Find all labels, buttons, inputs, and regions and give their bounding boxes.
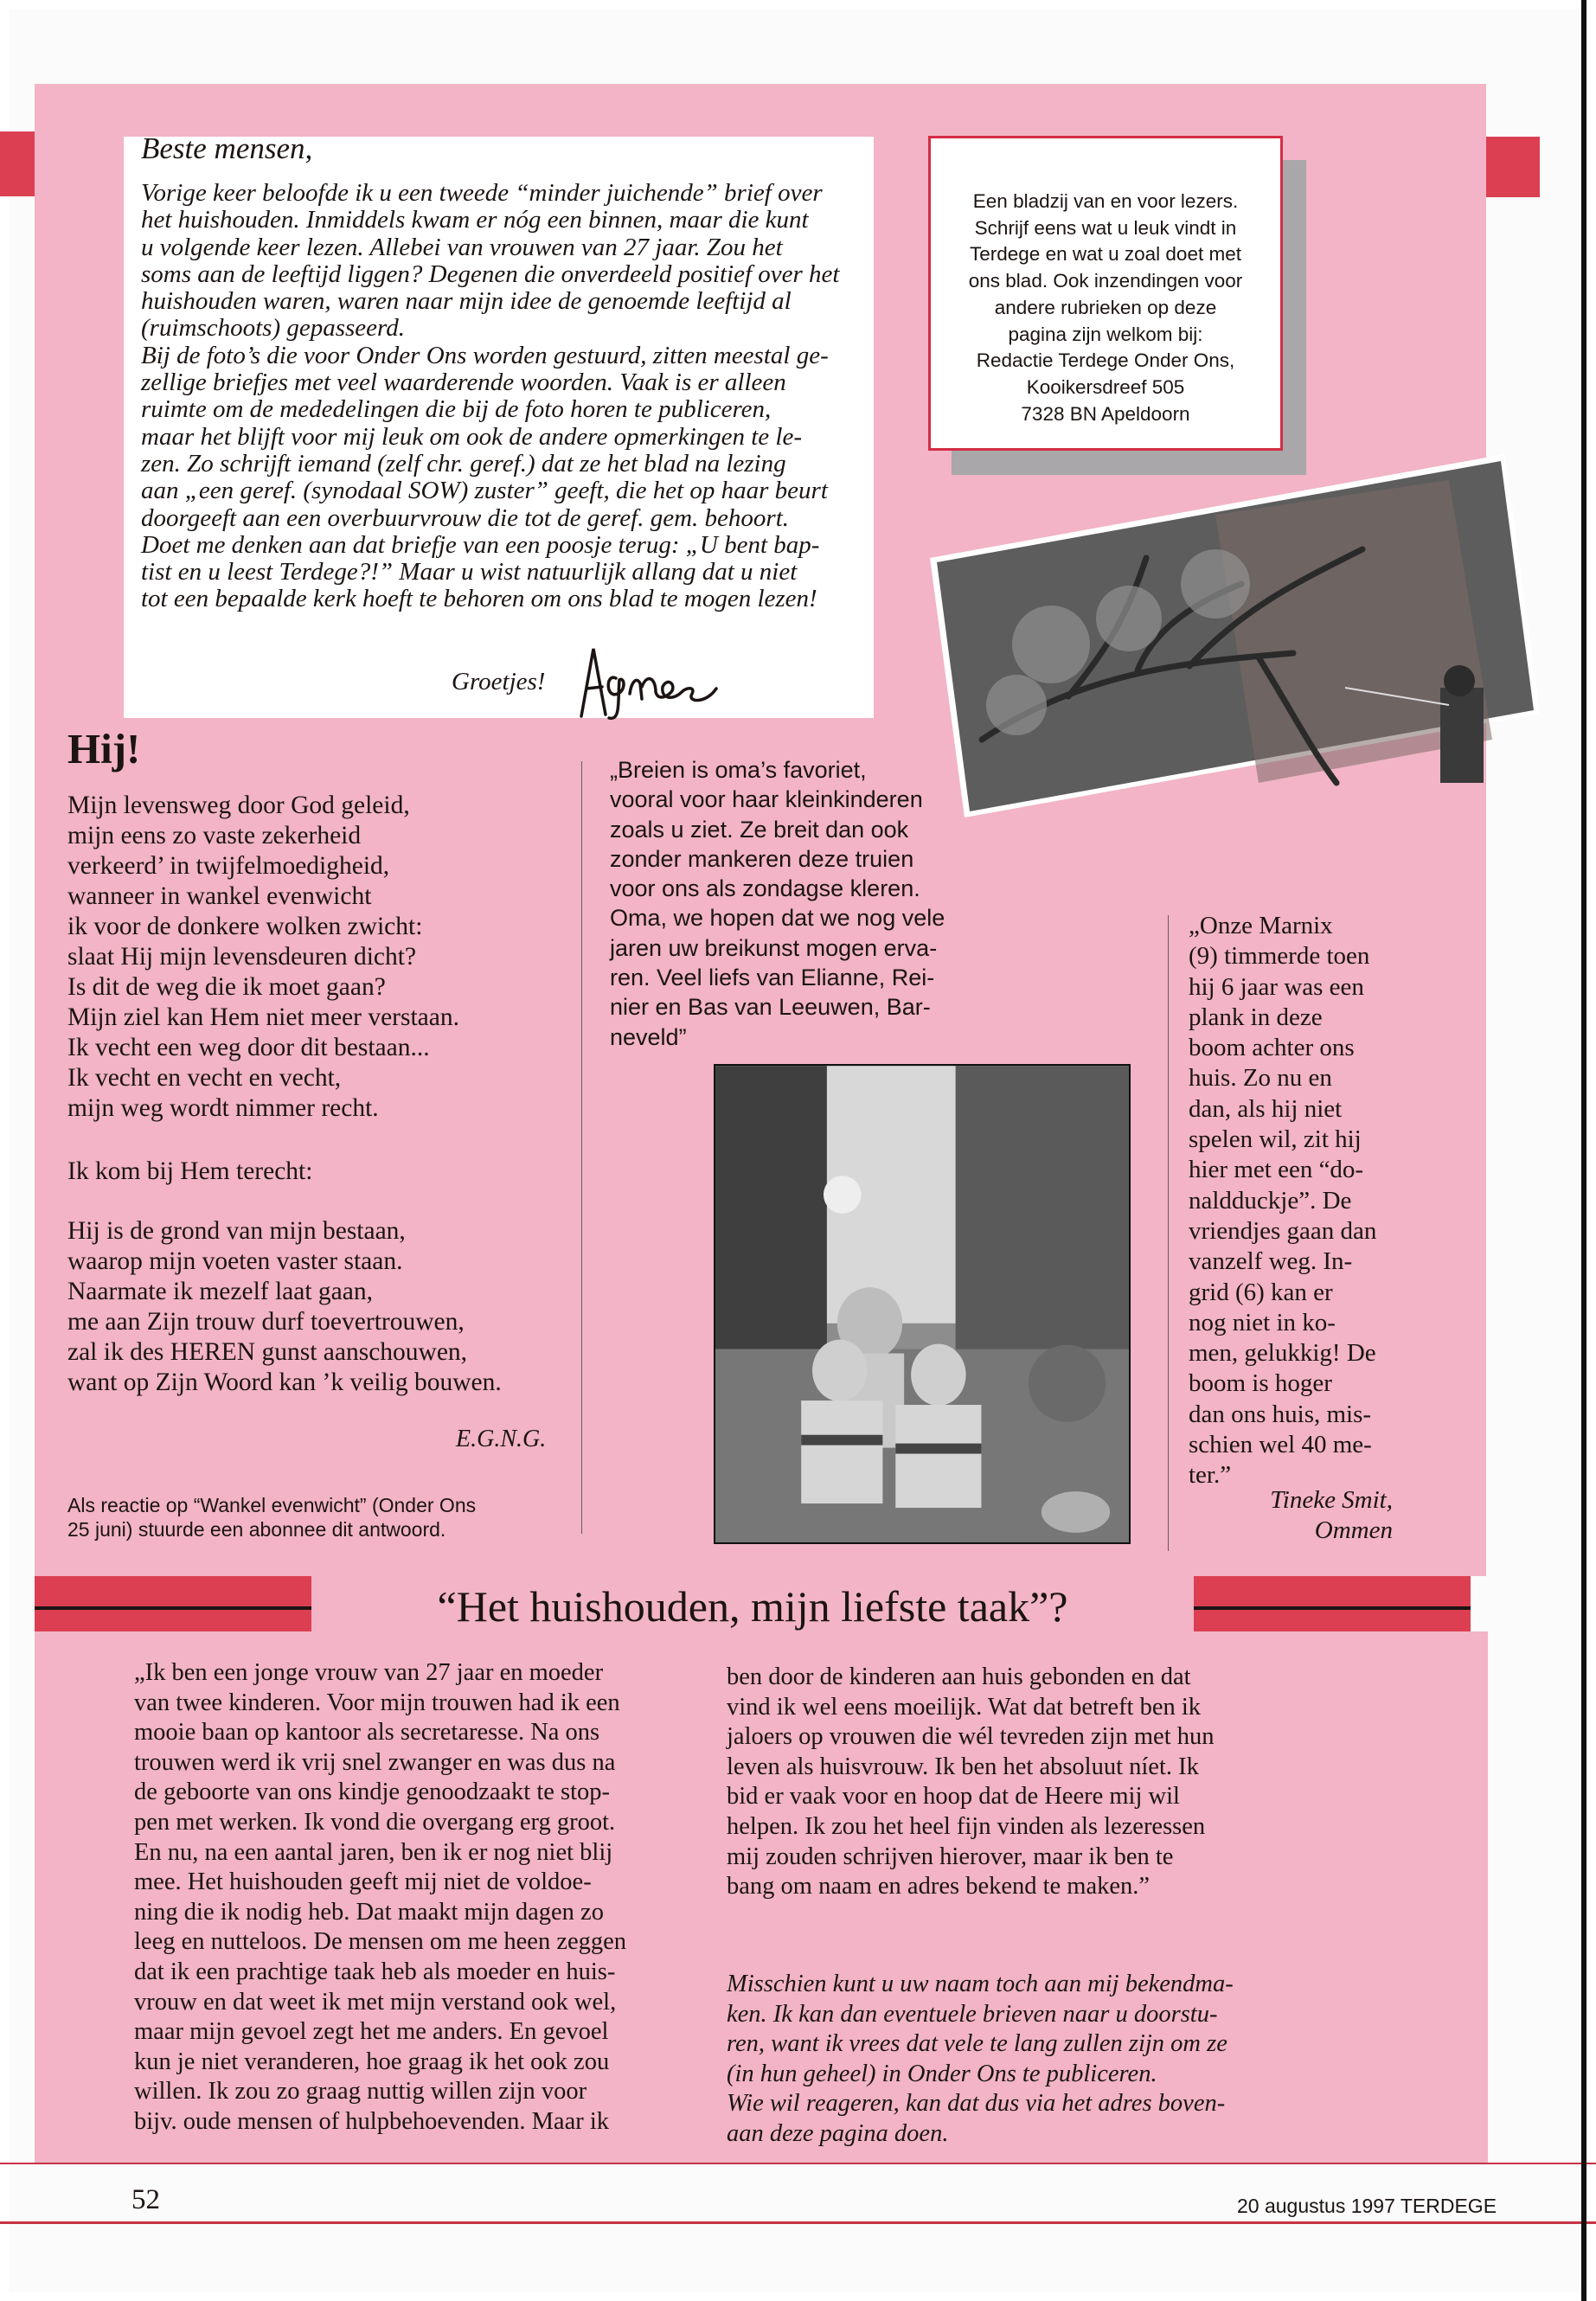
marnix-author: Tineke Smit, Ommen [1270,1486,1393,1545]
oma-photo-caption: „Breien is oma’s favoriet, vooral voor haar kleinkinderen zoals u ziet. Ze breit dan ook zonder mankeren deze truien voor ons als zondagse kleren. Oma, we hopen dat we nog vele jaren uw breikunst mogen erva- ren. Veel liefs van Elianne, Rei- nier en Bas van Leeuwen, Bar- neveld” [610,757,945,1050]
poem-author: E.G.N.G. [456,1426,547,1452]
red-tab-right [1486,137,1540,197]
issue-date: 20 augustus 1997 TERDEGE [1237,2195,1497,2217]
banner-rule-left [35,1606,311,1610]
marnix-caption: „Onze Marnix (9) timmerde toen hij 6 jaar was een plank in deze boom achter ons huis. Zo nu en dan, als hij niet spelen wil, zit hij hier met een “do- naldduckje”. De vriendjes gaan dan vanzelf weg. In- grid (6) kan er nog niet in ko- men, gelukkig! De boom is hoger dan ons huis, mis- schien wel 40 me- ter.” [1189,912,1377,1490]
footer-rule-lower [0,2221,1596,2224]
poem-stanza-3: Hij is de grond van mijn bestaan, waarop mijn voeten vaster staan. Naarmate ik mezelf laat gaan, me aan Zijn trouw durf toevertrouwen, zal ik des HEREN gunst aanschouwen, want op Zijn Woord kan ’k veilig bouwen. [67,1217,502,1396]
poem-caption: Als reactie op “Wankel evenwicht” (Onder Ons 25 juni) stuurde een abonnee dit antwoord. [67,1494,477,1541]
letter-signoff: Groetjes! [452,668,546,695]
poem-stanza-1: Mijn levensweg door God geleid, mijn eens zo vaste zekerheid verkeerd’ in twijfelmoedigheid, wanneer in wankel evenwicht ik voor de donkere wolken zwicht: slaat Hij mijn levensdeuren dicht? Is dit de weg die ik moet gaan? Mijn ziel kan Hem niet meer verstaan. Ik vecht een weg door dit bestaan... Ik vecht en vecht en vecht, mijn weg wordt nimmer recht. [67,792,459,1122]
editor-note-text: Een bladzij van en voor lezers. Schrijf eens wat u leuk vindt in Terdege en wat u zoal doet met ons blad. Ook inzendingen voor andere rubrieken op deze pagina zijn welkom bij: Redactie Terdege Onder Ons, Kooikersdreef 505 7328 BN Apeldoorn [968,190,1243,425]
page-number: 52 [131,2184,160,2215]
page-edge [1581,0,1586,2301]
photo-three-children [714,1064,1131,1544]
article-column-right: ben door de kinderen aan huis gebonden en dat vind ik wel eens moeilijk. Wat dat betreft ben ik jaloers op vrouwen die wél tevreden zijn met hun leven als huisvrouw. Ik ben het absoluut níet. Ik bid er vaak voor en hoop dat de Heere mij wil helpen. Ik zou het heel fijn vinden als lezeressen mij zouden schrijven hierover, maar ik ben te bang om naam en adres bekend te maken.” [727,1663,1215,1900]
column-divider-right [1168,915,1169,1551]
poem-stanza-2: Ik kom bij Hem terecht: [67,1157,313,1185]
signature-agnes [574,638,721,725]
article-column-left: „Ik ben een jonge vrouw van 27 jaar en moeder van twee kinderen. Voor mijn trouwen had ik een mooie baan op kantoor als secretaresse. Na ons trouwen werd ik vrij snel zwanger en was dus na de geboorte van ons kindje genoodzaakt te stop- pen met werken. Ik vond die overgang erg groot. En nu, na een aantal jaren, ben ik er nog niet blij mee. Het huishouden geeft mij niet de voldoe- ning die ik nodig heb. Dat maakt mijn dagen zo leeg en nutteloos. De mensen om me heen zeggen dat ik een prachtige taak heb als moeder en huis- vrouw en dat weet ik met mijn verstand ook wel, maar mijn gevoel zegt het me anders. En gevoel kun je niet veranderen, hoe graag ik het ook zou willen. Ik zou zo graag nuttig willen zijn voor bijv. oude mensen of hulpbehoevenden. Maar ik [134,1659,627,2135]
photo-boy-in-tree [930,454,1540,887]
poem-title: Hij! [67,725,141,772]
article-title: “Het huishouden, mijn liefste taak”? [437,1582,1068,1631]
column-divider [581,761,582,1534]
banner-rule-right [1194,1606,1471,1610]
red-tab-left [0,131,35,196]
editor-reply: Misschien kunt u uw naam toch aan mij bekendma- ken. Ik kan dan eventuele brieven naar u doorstu- ren, want ik vrees dat vele te lang zullen zijn om ze (in hun geheel) in Onder Ons te publiceren. Wie wil reageren, kan dat dus via het adres boven- aan deze pagina doen. [727,1971,1234,2147]
letter-body: Vorige keer beloofde ik u een tweede “minder juichende” brief over het huishouden. Inmiddels kwam er nóg een binnen, maar die kunt u volgende keer lezen. Allebei van vrouwen van 27 jaar. Zou het soms aan de leeftijd liggen? Degenen die onverdeeld positief over het huishouden waren, waren naar mijn idee de genoemde leeftijd al (ruimschoots) gepasseerd. Bij de foto’s die voor Onder Ons worden gestuurd, zitten meestal ge- zellige briefjes met veel waarderende woorden. Vaak is er alleen ruimte om de mededelingen die bij de foto horen te publiceren, maar het blijft voor mij leuk om ook de andere opmerkingen te le- zen. Zo schrijft iemand (zelf chr. geref.) dat ze het blad na lezing aan „een geref. (synodaal SOW) zuster” geeft, die het op haar beurt doorgeeft aan een overbuurvrouw die tot de geref. gem. behoort. Doet me denken aan dat briefje van een poosje terug: „U bent bap- tist en u leest Terdege?!” Maar u wist natuurlijk allang dat u niet tot een bepaalde kerk hoeft te behoren om ons blad te mogen lezen! [141,179,840,613]
letter-heading: Beste mensen, [141,131,313,165]
footer-rule [0,2163,1596,2164]
